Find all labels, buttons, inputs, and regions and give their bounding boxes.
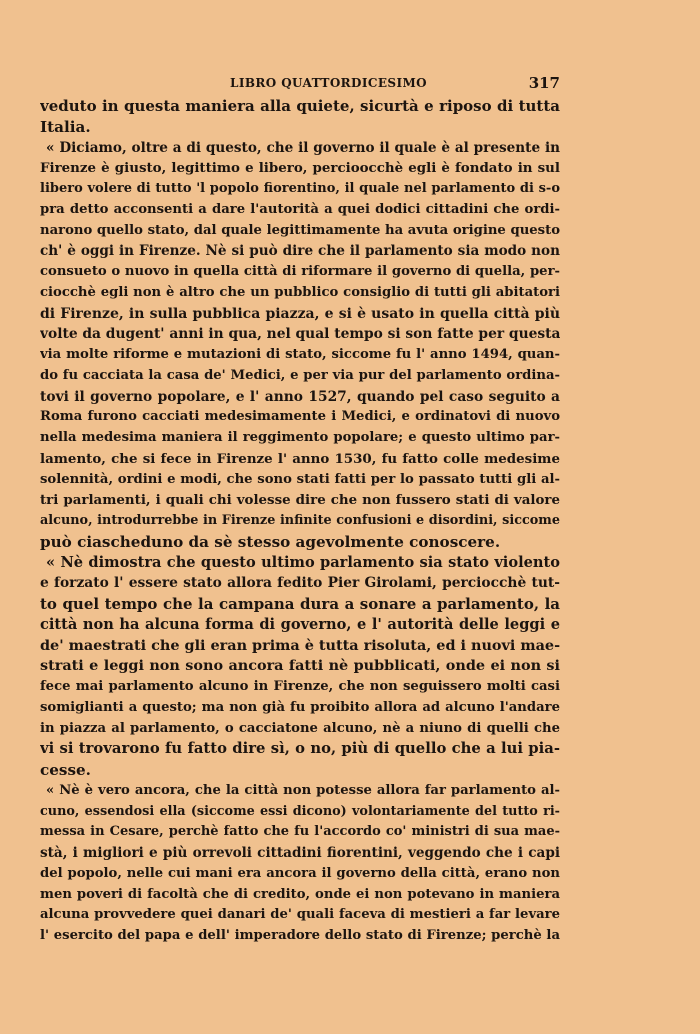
- text-line: può ciascheduno da sè stesso agevolmente conoscere.: [40, 532, 501, 551]
- page-header: [40, 74, 560, 96]
- text-line: città non ha alcuna forma di governo, e l' autorità delle leggi e: [40, 615, 560, 633]
- text-line: nella medesima maniera il reggimento popolare; e questo ultimo par-: [40, 430, 560, 445]
- text-line: pra detto acconsenti a dare l'autorità a quei dodici cittadini che ordi-: [40, 201, 560, 217]
- text-line: libero volere di tutto 'l popolo fiorentino, il quale nel parlamento di s-o: [40, 181, 560, 196]
- text-line: men poveri di facoltà che di credito, onde ei non potevano in maniera: [40, 886, 560, 902]
- text-line: do fu cacciata la casa de' Medici, e per via pur del parlamento ordina-: [40, 367, 560, 383]
- text-line: narono quello stato, dal quale legittimamente ha avuta origine questo: [40, 222, 560, 238]
- text-line: ch' è oggi in Firenze. Nè si può dire che il parlamento sia modo non: [40, 243, 560, 260]
- text-line: veduto in questa maniera alla quiete, sicurtà e riposo di tutta: [40, 97, 560, 115]
- text-line: Italia.: [40, 117, 91, 136]
- text-line: stà, i migliori e più orrevoli cittadini fiorentini, veggendo che i capi: [40, 845, 560, 861]
- text-line: strati e leggi non sono ancora fatti nè pubblicati, onde ei non si: [40, 657, 560, 675]
- text-line: de' maestrati che gli eran prima è tutta risoluta, ed i nuovi mae-: [40, 636, 560, 654]
- text-line: del popolo, nelle cui mani era ancora il governo della città, erano non: [40, 865, 560, 881]
- page-number: 317: [528, 74, 560, 92]
- text-line: alcuna provvedere quei danari de' quali faceva di mestieri a far levare: [40, 907, 560, 923]
- text-line: cesse.: [40, 761, 91, 779]
- text-line: consueto o nuovo in quella città di riformare il governo di quella, per-: [40, 264, 560, 279]
- text-line: e forzato l' essere stato allora fedito Pier Girolami, perciocchè tut-: [40, 575, 560, 592]
- text-line: solennità, ordini e modi, che sono stati fatti per lo passato tutti gli al-: [40, 471, 560, 487]
- text-line: volte da dugent' anni in qua, nel qual tempo si son fatte per questa: [40, 326, 560, 343]
- text-line: messa in Cesare, perchè fatto che fu l'accordo co' ministri di sua mae-: [40, 824, 560, 840]
- text-line: « Nè è vero ancora, che la città non potesse allora far parlamento al-: [46, 782, 560, 798]
- text-line: « Nè dimostra che questo ultimo parlamento sia stato violento: [46, 553, 560, 571]
- text-line: tri parlamenti, i quali chi volesse dire che non fussero stati di valore: [40, 492, 560, 509]
- text-line: tovi il governo popolare, e l' anno 1527, quando pel caso seguito a: [40, 388, 560, 405]
- text-line: via molte riforme e mutazioni di stato, siccome fu l' anno 1494, quan-: [40, 347, 560, 362]
- text-line: Firenze è giusto, legittimo e libero, percioocchè egli è fondato in sul: [40, 160, 560, 177]
- body-text: [40, 96, 560, 947]
- text-line: fece mai parlamento alcuno in Firenze, che non seguissero molti casi: [40, 679, 560, 694]
- text-line: Roma furono cacciati medesimamente i Medici, e ordinatovi di nuovo: [40, 409, 560, 425]
- text-line: cuno, essendosi ella (siccome essi dicono) volontariamente del tutto ri-: [40, 803, 560, 819]
- running-head: LIBRO QUATTORDICESIMO: [230, 76, 427, 90]
- text-line: to quel tempo che la campana dura a sonare a parlamento, la: [40, 595, 560, 613]
- text-line: somiglianti a questo; ma non già fu proibito allora ad alcuno l'andare: [40, 699, 560, 715]
- text-line: alcuno, introdurrebbe in Firenze infinite confusioni e disordini, siccome: [40, 513, 560, 528]
- text-line: lamento, che si fece in Firenze l' anno 1530, fu fatto colle medesime: [40, 450, 560, 467]
- text-line: di Firenze, in sulla pubblica piazza, e si è usato in quella città più: [40, 305, 560, 322]
- text-line: « Diciamo, oltre a di questo, che il governo il quale è al presente in: [46, 139, 560, 156]
- text-line: ciocchè egli non è altro che un pubblico consiglio di tutti gli abitatori: [40, 284, 560, 300]
- text-line: vi si trovarono fu fatto dire sì, o no, più di quello che a lui pia-: [40, 740, 560, 758]
- text-line: in piazza al parlamento, o cacciatone alcuno, nè a niuno di quelli che: [40, 720, 560, 736]
- text-line: l' esercito del papa e dell' imperadore dello stato di Firenze; perchè la: [40, 928, 560, 943]
